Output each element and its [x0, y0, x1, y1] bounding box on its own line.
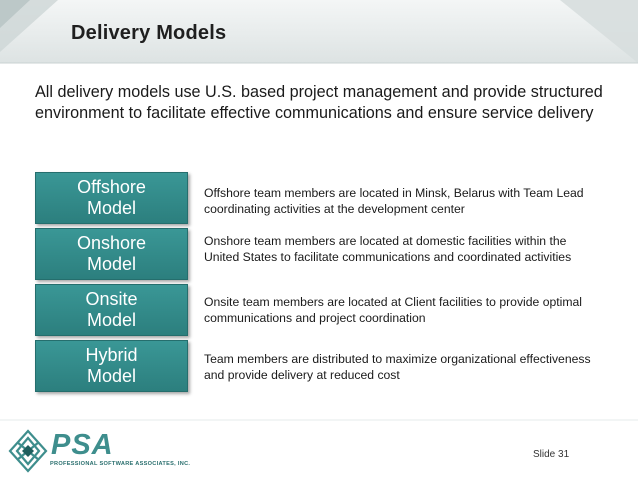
- offshore-model-box: [35, 172, 188, 224]
- slide-title: Delivery Models: [71, 22, 227, 44]
- psa-logo-wordmark: PSA: [51, 429, 114, 461]
- offshore-model-name-line2: Model: [86, 198, 137, 218]
- onshore-model-name-line1: Onshore: [76, 233, 147, 253]
- hybrid-model-name-line2: Model: [86, 366, 136, 386]
- onshore-model-description: Onshore team members are located at domestic facilities within the United States to facilitate communications and coordinated activities: [204, 234, 572, 264]
- hybrid-model-name-line1: Hybrid: [85, 345, 138, 365]
- onshore-model-box: [35, 228, 188, 280]
- offshore-model-name-line1: Offshore: [77, 177, 146, 197]
- hybrid-model-description: Team members are distributed to maximize organizational effectiveness and provide delivery at reduced cost: [204, 352, 591, 382]
- offshore-model-description: Offshore team members are located in Minsk, Belarus with Team Lead coordinating activities at the development center: [204, 186, 584, 216]
- onsite-model-box: [35, 284, 188, 336]
- diamond-lattice-icon: [8, 429, 48, 473]
- hybrid-model-box: [35, 340, 188, 392]
- onsite-model-name-line2: Model: [86, 310, 137, 330]
- slide-number: Slide 31: [533, 449, 570, 460]
- onsite-model-description: Onsite team members are located at Client facilities to provide optimal communications and project coordination: [204, 295, 582, 325]
- onsite-model-name-line1: Onsite: [85, 289, 138, 309]
- intro-paragraph: All delivery models use U.S. based project management and provide structured environment to facilitate effective communications and ensure service delivery: [35, 83, 603, 122]
- onshore-model-name-line2: Model: [86, 254, 136, 274]
- psa-logo-tagline: PROFESSIONAL SOFTWARE ASSOCIATES, INC.: [50, 461, 191, 467]
